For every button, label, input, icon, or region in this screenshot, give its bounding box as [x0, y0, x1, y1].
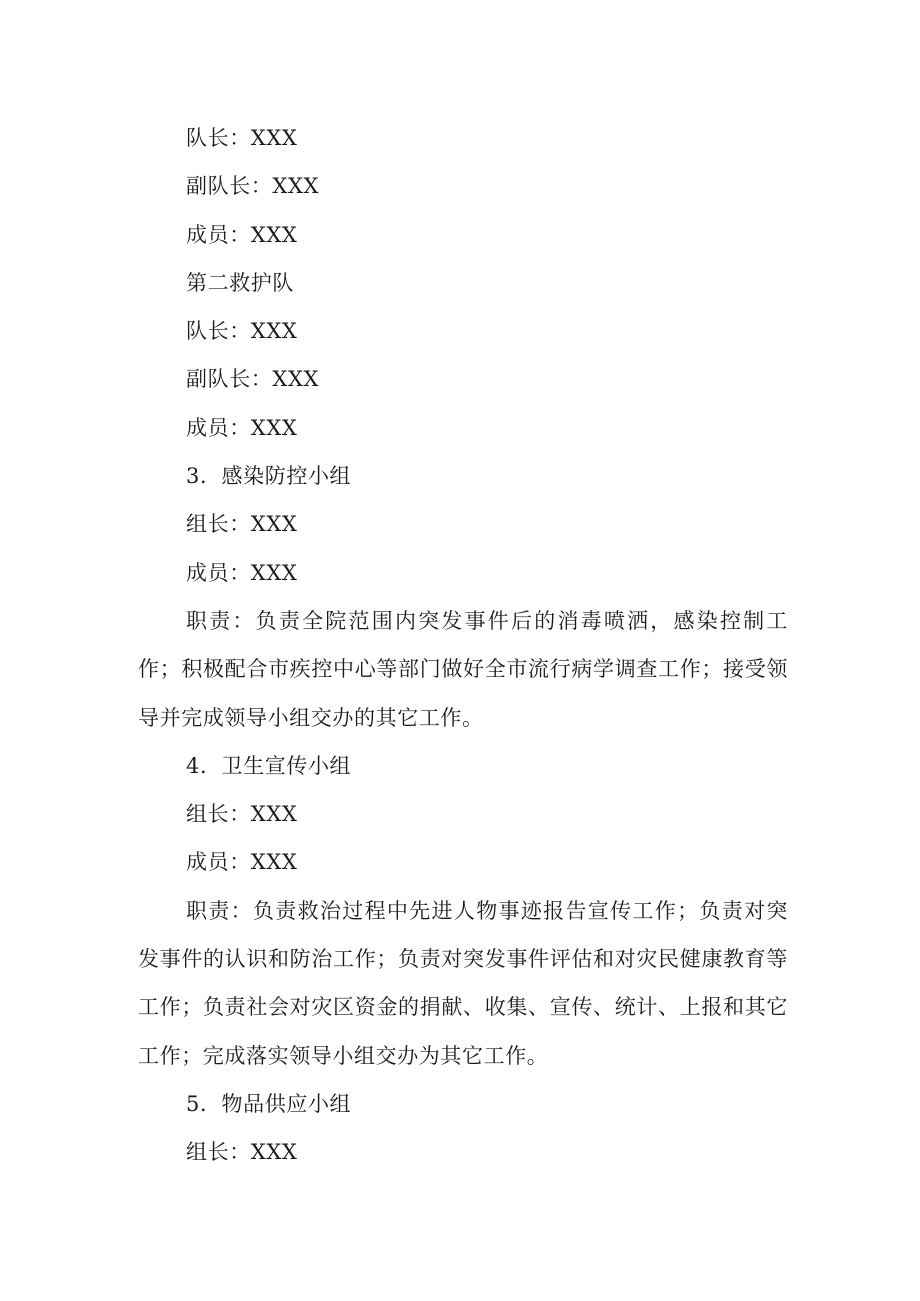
section4-heading: 4．卫生宣传小组 [186, 753, 352, 778]
team2-members: 成员：XXX [186, 415, 298, 440]
section5-heading: 5．物品供应小组 [186, 1091, 352, 1116]
team2-captain: 队长：XXX [186, 319, 298, 344]
section3-duties: 职责：负责全院范围内突发事件后的消毒喷洒，感染控制工作；积极配合市疾控中心等部门做好全市流行病学调查工作；接受领导并完成领导小组交办的其它工作。 [138, 608, 788, 730]
team2-heading: 第二救护队 [186, 270, 294, 295]
team1-vice-captain: 副队长：XXX [186, 174, 320, 199]
section4-duties: 职责：负责救治过程中先进人物事迹报告宣传工作；负责对突发事件的认识和防治工作；负责对突发事件评估和对灾民健康教育等工作；负责社会对灾区资金的捐献、收集、宣传、统计、上报和其它工作；完成落实领导小组交办为其它工作。 [138, 898, 788, 1068]
section3-leader: 组长：XXX [186, 512, 298, 537]
section5-leader: 组长：XXX [186, 1140, 298, 1165]
team1-members: 成员：XXX [186, 222, 298, 247]
section3-heading: 3．感染防控小组 [186, 464, 352, 489]
section3-members: 成员：XXX [186, 560, 298, 585]
section4-members: 成员：XXX [186, 850, 298, 875]
team2-vice-captain: 副队长：XXX [186, 367, 320, 392]
document-body [138, 114, 788, 1177]
section4-leader: 组长：XXX [186, 802, 298, 827]
team1-captain: 队长：XXX [186, 126, 298, 150]
